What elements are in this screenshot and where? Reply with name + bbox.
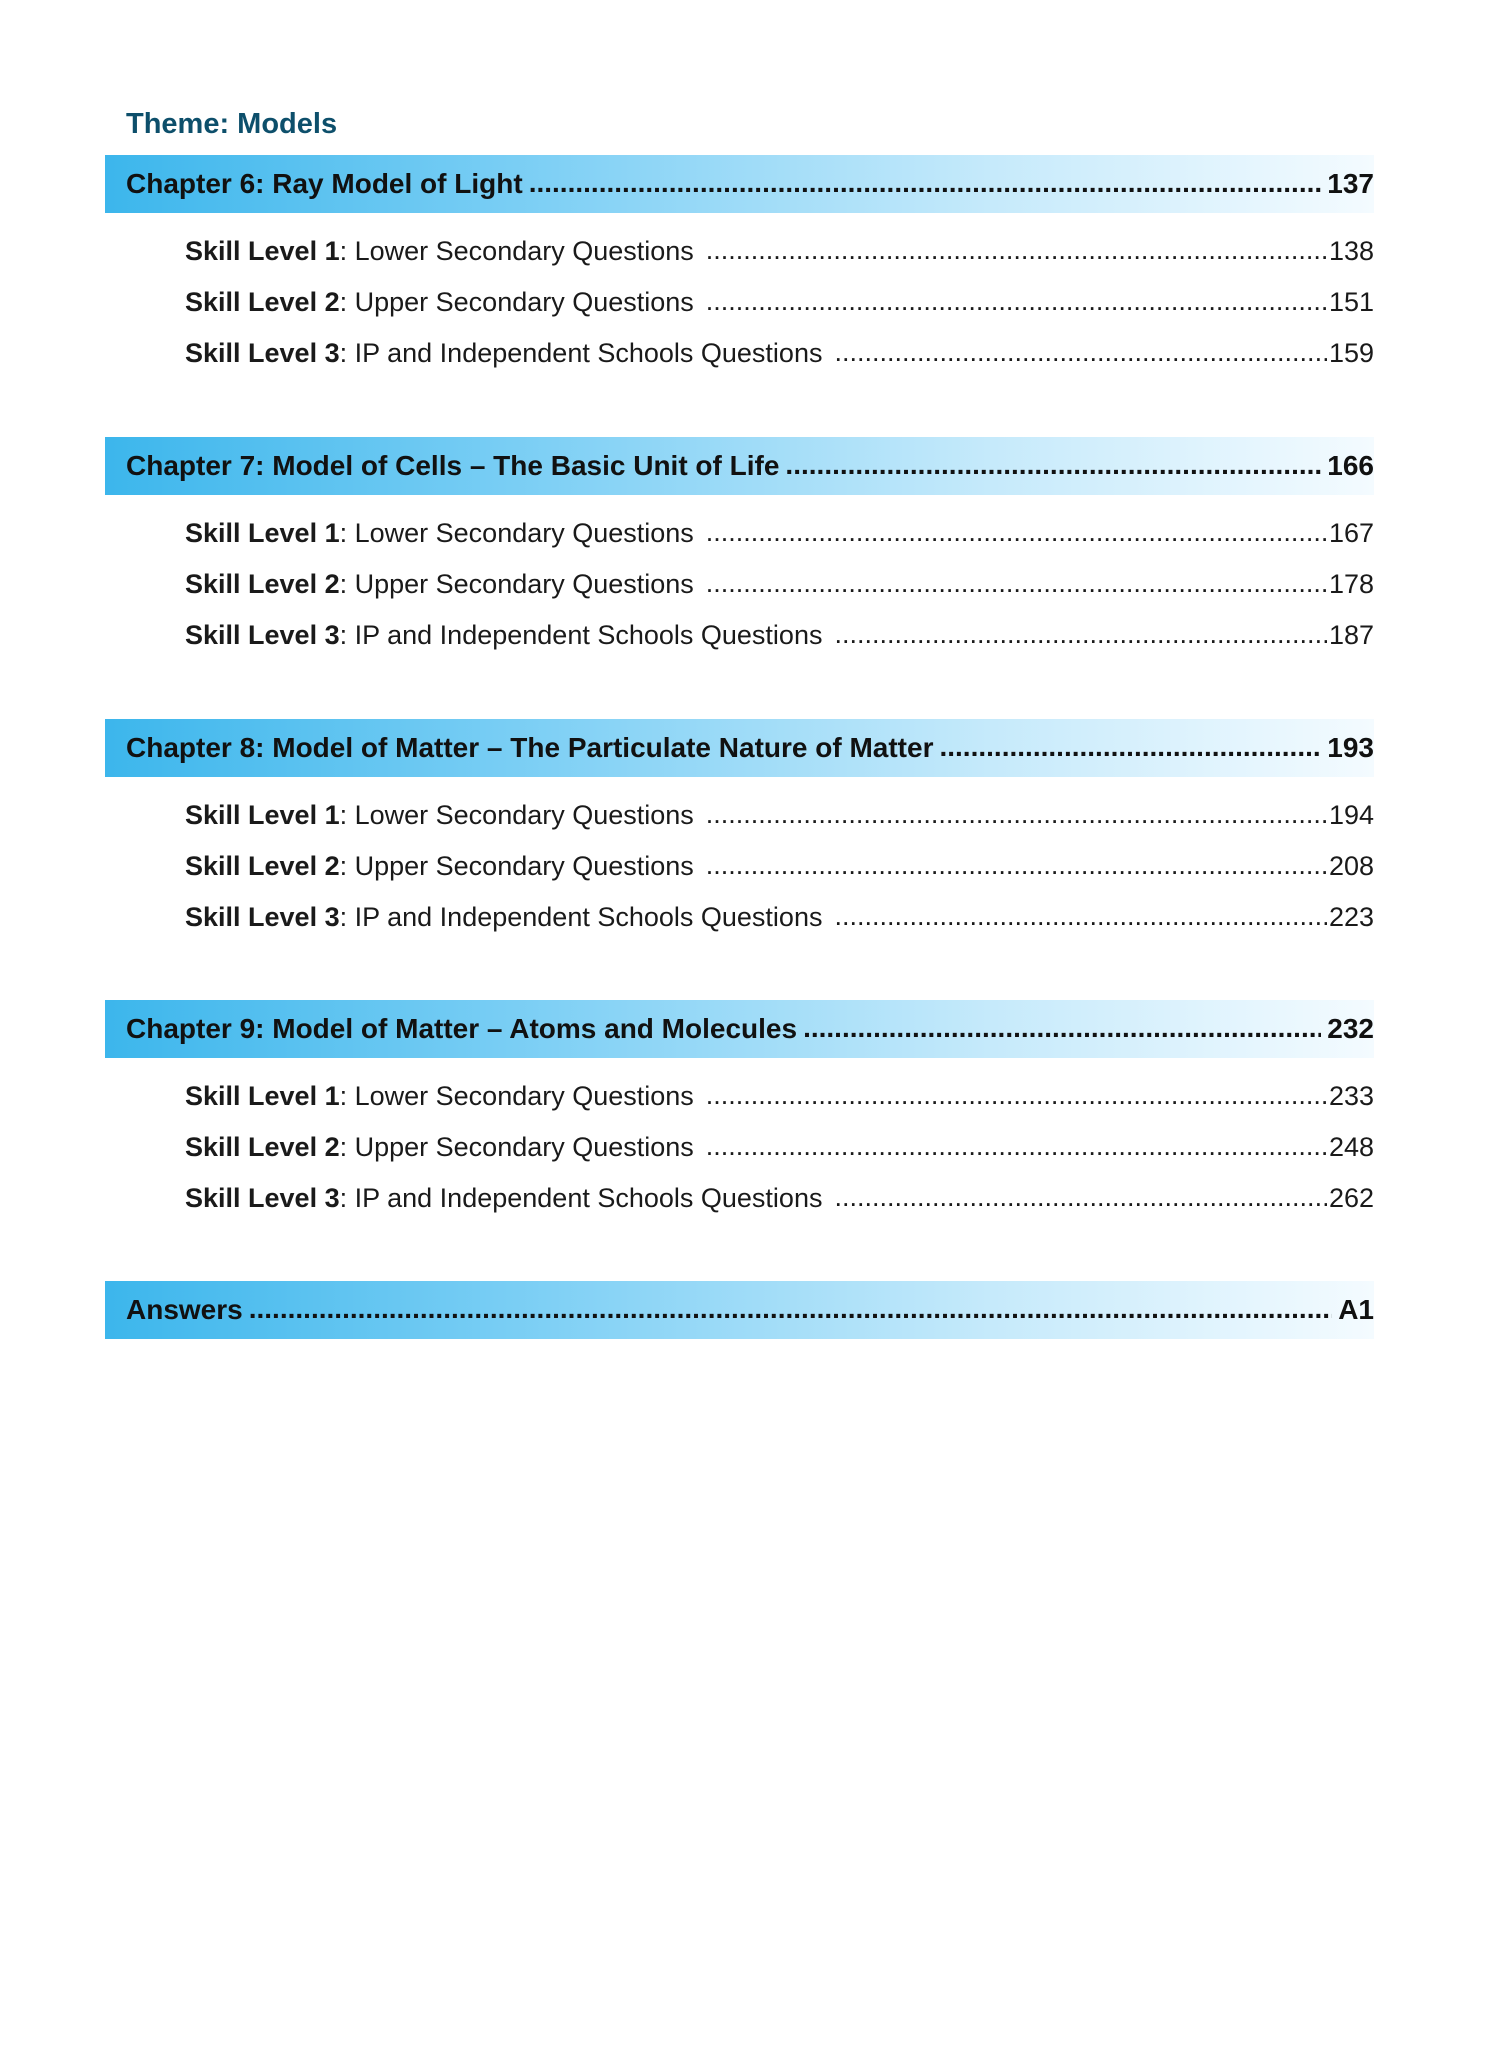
skill-description: Lower Secondary Questions xyxy=(354,800,694,830)
skill-description: Upper Secondary Questions xyxy=(354,851,694,881)
chapter-9-heading[interactable] xyxy=(105,1000,1374,1058)
skill-level-label: Skill Level 1 xyxy=(185,1081,340,1111)
skill-item[interactable] xyxy=(185,841,1374,892)
dot-leader xyxy=(706,1121,1327,1172)
skill-page-number: 167 xyxy=(1328,518,1374,548)
dot-leader xyxy=(939,731,1321,763)
dot-leader xyxy=(706,507,1327,558)
dot-leader xyxy=(249,1293,1332,1325)
skill-separator: : xyxy=(339,851,355,881)
skill-level-label: Skill Level 1 xyxy=(185,236,340,266)
skill-separator: : xyxy=(339,800,355,830)
skill-page-number: 159 xyxy=(1328,338,1374,368)
skill-item[interactable] xyxy=(185,226,1374,277)
skill-page-number: 151 xyxy=(1328,287,1374,317)
skill-description: IP and Independent Schools Questions xyxy=(354,1183,823,1213)
skill-item[interactable] xyxy=(185,1173,1374,1224)
skill-page-number: 138 xyxy=(1328,236,1374,266)
answers-section xyxy=(105,1281,1374,1339)
dot-leader xyxy=(706,789,1327,840)
skill-item[interactable] xyxy=(185,790,1374,841)
answers-title: Answers xyxy=(126,1294,243,1325)
chapter-title: Chapter 8: Model of Matter – The Particulate Nature of Matter xyxy=(126,732,934,763)
skill-description: IP and Independent Schools Questions xyxy=(354,338,823,368)
skill-separator: : xyxy=(339,287,355,317)
skill-page-number: 178 xyxy=(1328,569,1374,599)
chapter-8-section xyxy=(105,719,1374,943)
skill-item[interactable] xyxy=(185,328,1374,379)
skill-level-label: Skill Level 1 xyxy=(185,800,340,830)
skill-list xyxy=(105,226,1374,379)
chapter-title: Chapter 6: Ray Model of Light xyxy=(126,168,523,199)
skill-separator: : xyxy=(339,569,355,599)
dot-leader xyxy=(834,327,1326,378)
skill-separator: : xyxy=(339,338,355,368)
dot-leader xyxy=(706,225,1327,276)
skill-separator: : xyxy=(339,902,355,932)
chapter-title: Chapter 7: Model of Cells – The Basic Unit of Life xyxy=(126,450,780,481)
skill-level-label: Skill Level 3 xyxy=(185,902,340,932)
dot-leader xyxy=(834,891,1326,942)
skill-page-number: 262 xyxy=(1328,1183,1374,1213)
chapter-7-heading[interactable] xyxy=(105,437,1374,495)
dot-leader xyxy=(706,1070,1327,1121)
theme-title: Theme: Models xyxy=(126,108,338,140)
skill-page-number: 187 xyxy=(1328,620,1374,650)
skill-level-label: Skill Level 2 xyxy=(185,851,340,881)
chapter-title: Chapter 9: Model of Matter – Atoms and Molecules xyxy=(126,1013,798,1044)
skill-separator: : xyxy=(339,1081,355,1111)
skill-level-label: Skill Level 3 xyxy=(185,338,340,368)
dot-leader xyxy=(834,609,1326,660)
dot-leader xyxy=(706,558,1327,609)
chapter-8-heading[interactable] xyxy=(105,719,1374,777)
skill-description: Lower Secondary Questions xyxy=(354,1081,694,1111)
skill-item[interactable] xyxy=(185,559,1374,610)
skill-separator: : xyxy=(339,1132,355,1162)
chapter-page-number: 137 xyxy=(1327,168,1374,199)
chapter-6-section xyxy=(105,155,1374,379)
skill-item[interactable] xyxy=(185,277,1374,328)
skill-item[interactable] xyxy=(185,1122,1374,1173)
skill-separator: : xyxy=(339,1183,355,1213)
skill-separator: : xyxy=(339,236,355,266)
skill-list xyxy=(105,508,1374,661)
chapter-7-section xyxy=(105,437,1374,661)
skill-item[interactable] xyxy=(185,610,1374,661)
skill-description: Lower Secondary Questions xyxy=(354,236,694,266)
dot-leader xyxy=(834,1172,1326,1223)
skill-separator: : xyxy=(339,620,355,650)
skill-description: Upper Secondary Questions xyxy=(354,569,694,599)
skill-level-label: Skill Level 2 xyxy=(185,569,340,599)
skill-page-number: 248 xyxy=(1328,1132,1374,1162)
skill-page-number: 233 xyxy=(1328,1081,1374,1111)
chapter-page-number: 166 xyxy=(1327,450,1374,481)
skill-description: IP and Independent Schools Questions xyxy=(354,902,823,932)
skill-description: IP and Independent Schools Questions xyxy=(354,620,823,650)
skill-page-number: 194 xyxy=(1328,800,1374,830)
dot-leader xyxy=(529,167,1322,199)
skill-level-label: Skill Level 3 xyxy=(185,620,340,650)
skill-level-label: Skill Level 2 xyxy=(185,287,340,317)
chapter-9-section xyxy=(105,1000,1374,1224)
answers-heading[interactable] xyxy=(105,1281,1374,1339)
skill-description: Lower Secondary Questions xyxy=(354,518,694,548)
chapter-page-number: 232 xyxy=(1327,1013,1374,1044)
skill-page-number: 223 xyxy=(1328,902,1374,932)
dot-leader xyxy=(785,449,1321,481)
skill-item[interactable] xyxy=(185,892,1374,943)
dot-leader xyxy=(803,1012,1321,1044)
skill-level-label: Skill Level 3 xyxy=(185,1183,340,1213)
skill-list xyxy=(105,790,1374,943)
skill-list xyxy=(105,1071,1374,1224)
skill-description: Upper Secondary Questions xyxy=(354,287,694,317)
skill-description: Upper Secondary Questions xyxy=(354,1132,694,1162)
skill-item[interactable] xyxy=(185,1071,1374,1122)
skill-level-label: Skill Level 2 xyxy=(185,1132,340,1162)
dot-leader xyxy=(706,840,1327,891)
chapter-6-heading[interactable] xyxy=(105,155,1374,213)
skill-page-number: 208 xyxy=(1328,851,1374,881)
dot-leader xyxy=(706,276,1327,327)
chapter-page-number: 193 xyxy=(1327,732,1374,763)
skill-level-label: Skill Level 1 xyxy=(185,518,340,548)
answers-page-number: A1 xyxy=(1338,1294,1374,1325)
skill-item[interactable] xyxy=(185,508,1374,559)
skill-separator: : xyxy=(339,518,355,548)
